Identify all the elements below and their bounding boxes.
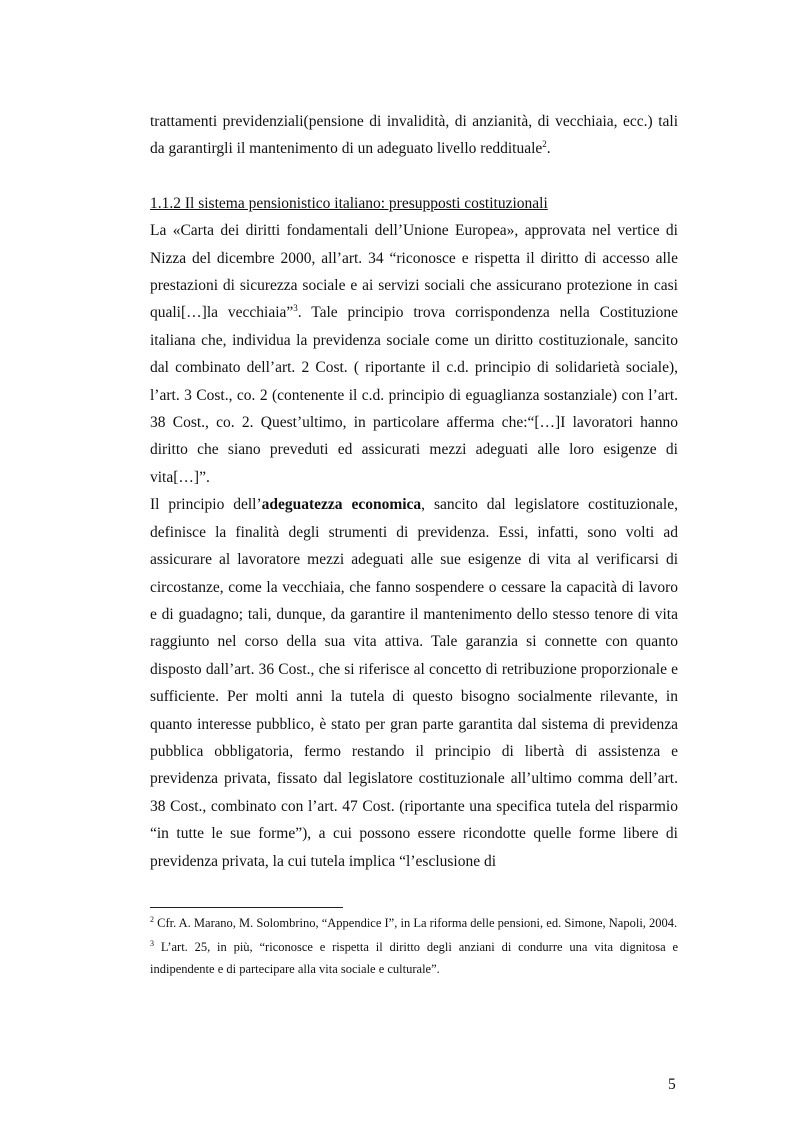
section-heading: 1.1.2 Il sistema pensionistico italiano: presupposti costituzionali [150,194,548,212]
footnote-3: $^3$ L’art. 25, in più, “riconosce e rispetta il diritto degli anziani di condurre una vita dignitosa e indipendente e di partecipare alla vita sociale e culturale”. [150,938,679,976]
footnote-separator [150,907,343,908]
footnotes [150,912,678,982]
paragraph-2: Il principio dell’adeguatezza economica, sancito dal legislatore costituzionale, definisce la finalità degli strumenti di previdenza. Essi, infatti, sono volti ad assicurare al lavoratore mezzi adeguati alle sue esigenze di vita al verificarsi di circostanze, come la vecchiaia, che fanno sospendere o cessare la capacità di lavoro e di guadagno; tali, dunque, da garantire il mantenimento dello stesso tenore di vita raggiunto nel corso della sua vita attiva. Tale garanzia si connette con quanto disposto dall’art. 36 Cost., che si riferisce al concetto di retribuzione proporzionale e sufficiente. Per molti anni la tutela di questo bisogno socialmente rilevante, in quanto interesse pubblico, è stato per gran parte garantita dal sistema di previdenza pubblica obbligatoria, fermo restando il principio di libertà di assistenza e previdenza privata, fissato dal legislatore costituzionale all’ultimo comma dell’art. 38 Cost., combinato con l’art. 47 Cost. (riportante una specifica tutela del risparmio “in tutte le sue forme”), a cui possono essere ricondotte quelle forme libere di previdenza privata, la cui tutela implica “l’esclusione di [150,496,678,870]
page-number: 5 [668,1076,676,1093]
paragraph-1: La «Carta dei diritti fondamentali dell’Unione Europea», approvata nel vertice di Nizza del dicembre 2000, all’art. 34 “riconosce e rispetta il diritto di accesso alle prestazioni di sicurezza sociale e ai servizi sociali che assicurano protezione in casi quali[…]la vecchiaia”$^3$. Tale principio trova corrispondenza nella Costituzione italiana che, individua la previdenza sociale come un diritto costituzionale, sancito dal combinato dell’art. 2 Cost. ( riportante il c.d. principio di solidarietà sociale), l’art. 3 Cost., co. 2 (contenente il c.d. principio di eguaglianza sostanziale) con l’art. 38 Cost., co. 2. Quest’ultimo, in particolare afferma che:“[…]I lavoratori hanno diritto che siano preveduti ed assicurati mezzi adeguati alle loro esigenze di vita[…]”. [150,222,678,486]
footnote-ref-3: 3 [293,303,298,314]
footnote-2: $^2$ Cfr. A. Marano, M. Solombrino, “Appendice I”, in La riforma delle pensioni, ed. Simone, Napoli, 2004. [150,914,678,930]
intro-paragraph: trattamenti previdenziali(pensione di invalidità, di anzianità, di vecchiaia, ecc.) tali da garantirgli il mantenimento di un adeguato livello reddituale$^2$. [150,113,678,158]
body-text [150,108,678,875]
bold-term: adeguatezza economica [261,496,422,514]
footnote-ref-2: 2 [542,139,547,150]
